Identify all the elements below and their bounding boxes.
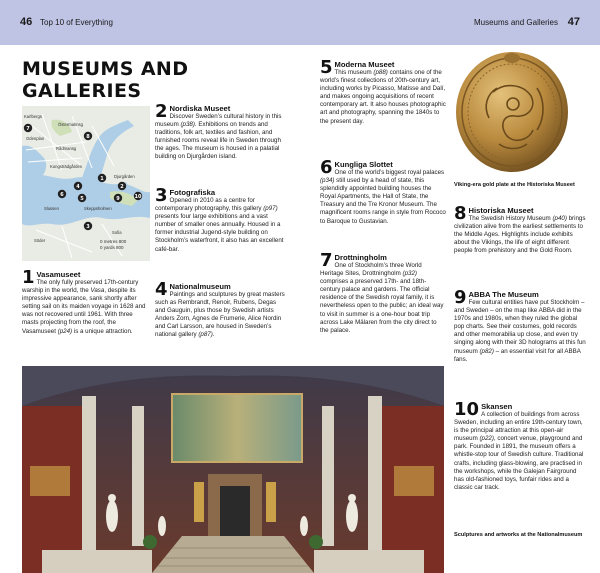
map-label-radmansg: Rådmansg <box>56 146 77 151</box>
svg-text:6: 6 <box>60 192 64 198</box>
entry-number: 3 <box>155 185 168 206</box>
page-title <box>22 58 188 102</box>
entry-abba-the-museum <box>454 287 586 364</box>
entry-nordiska-museet <box>155 101 288 162</box>
svg-text:2: 2 <box>120 184 124 190</box>
locator-map <box>22 106 150 261</box>
entry-text: , despite its impressive appearance, sank shortly after setting sail on its maiden voyage in 1628 and was not recovered until 1961. With three masts projecting from the roof, the Vasamuseet <box>22 287 146 335</box>
map-label-odenplan: Odenplan <box>26 136 45 141</box>
entry-title: Kungliga Slottet <box>334 160 393 169</box>
map-label-karlbergs: Karlbergs <box>24 114 42 119</box>
page-title-line-2: GALLERIES <box>22 80 142 102</box>
entry-number: 5 <box>320 57 333 78</box>
entry-title: Skansen <box>481 402 513 411</box>
entry-title: Moderna Museet <box>334 60 395 69</box>
map-label-slussen: Slussen <box>44 206 59 211</box>
svg-text:7: 7 <box>26 126 30 132</box>
svg-text:1: 1 <box>100 176 104 182</box>
svg-text:10: 10 <box>134 194 142 200</box>
entry-page-ref: (p87) <box>198 331 213 339</box>
entry-page-ref: (p97) <box>263 205 278 213</box>
entry-page-ref: (p24) <box>57 327 73 335</box>
entry-number: 10 <box>454 399 480 420</box>
map-label-djurgarden: Djurgården <box>114 174 135 179</box>
nationalmuseum-interior-photo <box>22 366 444 573</box>
entry-italic: Vasa <box>90 287 105 295</box>
entry-drottningholm <box>320 250 446 335</box>
entry-number: 8 <box>454 203 467 224</box>
entry-page-ref: (p82) <box>479 347 494 355</box>
entry-text: brings civilization alive from the earliest settlements to the Middle Ages. Highlights include exhibits about the Vikings, the life of eight different people from prehistory and the Gold Room. <box>454 215 586 255</box>
entry-number: 7 <box>320 250 333 271</box>
viking-gold-plate-image <box>453 48 571 174</box>
entry-text: One of the world’s biggest royal palaces <box>334 169 445 176</box>
map-label-soder: Söder <box>34 238 46 243</box>
entry-number: 6 <box>320 157 333 178</box>
entry-kungliga-slottet <box>320 157 446 226</box>
entry-title: Drottningholm <box>334 253 387 262</box>
entry-text: – an essential visit for all ABBA fans. <box>454 347 581 363</box>
entry-title: Vasamuseet <box>36 270 81 279</box>
entry-text: is a unique attraction. <box>72 327 133 335</box>
entry-page-ref: (p38) <box>180 121 195 129</box>
entry-nationalmuseum <box>155 279 288 340</box>
svg-text:9: 9 <box>116 196 120 202</box>
entry-text: . Exhibitions on trends and traditions, folk art, textiles and fashion, and furnished rooms reveal life in Sweden through the ages. The museum is housed in a palatial building on Djurgården island. <box>155 121 281 161</box>
svg-text:3: 3 <box>86 224 90 230</box>
map-label-skeppsholmen: Skeppsholmen <box>84 206 112 211</box>
entry-text: The Swedish History Museum <box>468 215 553 222</box>
entry-page-ref: (p34) <box>320 177 335 185</box>
map-scale-yards: 0 yards 800 <box>100 245 124 250</box>
entry-skansen <box>454 399 586 492</box>
page-number-right: 47 <box>567 16 580 28</box>
entry-text: presents four large exhibitions and a vast number of smaller ones annually. Housed in a former industrial Jugend-style building on Stockholm’s waterfront, it also has an excellent café-bar. <box>155 213 284 253</box>
entry-moderna-museet <box>320 57 446 126</box>
entry-number: 1 <box>22 267 35 288</box>
entry-number: 4 <box>155 279 168 300</box>
entry-title: Fotografiska <box>169 188 216 197</box>
entry-number: 9 <box>454 287 467 308</box>
entry-page-ref: (p88) <box>373 69 388 76</box>
entry-title: Historiska Museet <box>468 206 534 215</box>
entry-text: Few cultural entities have put Stockholm – and Sweden – on the map like ABBA did in the 1970s and 1980s, when they ruled the global pop charts. See their costumes, gold records and other memorabilia up close, and even try singing along with their 3D holograms at this fun museum <box>454 299 586 355</box>
running-head-left: Top 10 of Everything <box>40 18 113 27</box>
entry-page-ref: (p32) <box>402 270 417 278</box>
map-label-ostermalmsg: Östermalmsg <box>58 122 83 127</box>
entry-title: Nordiska Museet <box>169 104 231 113</box>
map-label-sofia: Sofia <box>112 230 122 235</box>
entry-text: comprises a preserved 17th- and 18th-century palace and gardens. The official residence of the Swedish royal family, it is nevertheless open to the public; an ideal way to visit in summer is a one-hour boat trip across Lake Mälaren from the city direct to the palace. <box>320 278 444 334</box>
entry-text: Discover Sweden’s cultural history in this museum <box>155 113 282 129</box>
entry-page-ref: (p40) <box>552 215 567 222</box>
entry-text: still used by a head of state, this splendidly appointed building houses the Royal Apartments, the Hall of State, the Treasury and the Tre Kronor Museum. The magnificent rooms range in style from Rococo to Baroque to Gustavian. <box>320 177 446 225</box>
map-label-kungstradgarden: Kungsträdgården <box>50 164 83 169</box>
map-drawing <box>22 106 150 261</box>
map-scale-metres: 0 metres 800 <box>100 239 127 244</box>
svg-text:4: 4 <box>76 184 80 190</box>
entry-text: , concert venue, playground and park. Founded in 1891, the museum offers a whistle-stop tour of Swedish culture. Traditional crafts, including glass-blowing, are practised in the workshops, while the Galejan Fairground has old-fashioned toys, funfair rides and a classic car track. <box>454 435 584 491</box>
entry-text: . <box>212 331 215 339</box>
svg-text:8: 8 <box>86 134 90 140</box>
entry-historiska-museet <box>454 203 586 255</box>
svg-text:5: 5 <box>80 196 84 202</box>
photo-caption: Sculptures and artworks at the Nationalmuseum <box>454 532 583 538</box>
entry-vasamuseet <box>22 267 150 336</box>
running-head-right: Museums and Galleries <box>473 18 558 27</box>
coin-caption: Viking-era gold plate at the Historiska Museet <box>454 182 575 188</box>
entry-text: The only fully preserved 17th-century warship in the world, the <box>22 279 139 295</box>
entry-text: This museum <box>334 69 374 76</box>
entry-number: 2 <box>155 101 168 122</box>
entry-text: Paintings and sculptures by great masters such as Rembrandt, Renoir, Rubens, Degas and Gauguin, plus those by Swedish artists Anders Zorn, Agnes de Frumerie, Alice Nordin and Carl Larsson, are housed in Sweden’s national gallery <box>155 291 285 339</box>
entry-fotografiska <box>155 185 288 254</box>
entry-page-ref: (p22) <box>479 435 494 443</box>
entry-text: One of Stockholm’s three World Heritage Sites, Drottningholm <box>320 262 422 278</box>
entry-text: Opened in 2010 as a centre for contemporary photography, this gallery <box>155 197 264 213</box>
page-number-left: 46 <box>20 16 33 28</box>
entry-title: ABBA The Museum <box>468 290 539 299</box>
entry-title: Nationalmuseum <box>169 282 231 291</box>
page-header <box>0 0 600 45</box>
entry-text: A collection of buildings from across Sweden, including an entire 19th-century town, is the principal attraction at this open-air museum <box>454 411 583 443</box>
page-title-line-1: MUSEUMS AND <box>22 58 189 80</box>
entry-text: contains one of the world’s finest collections of 20th-century art, including works by Picasso, Matisse and Dalí, and makes ongoing acquisitions of recent contemporary art. It also houses photographic art and photography, spanning the 1840s to the present day. <box>320 69 446 125</box>
map-scale <box>100 239 126 251</box>
